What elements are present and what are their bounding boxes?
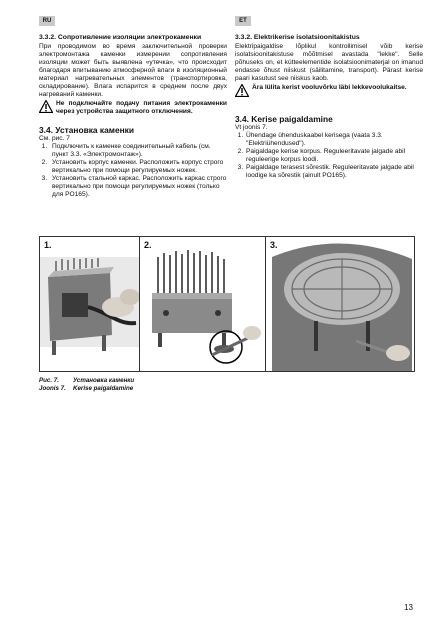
figure-panel-3 bbox=[266, 237, 414, 371]
figure-panel-2 bbox=[140, 237, 266, 371]
language-tag-et: ET bbox=[235, 16, 251, 26]
caption-et-label: Joonis 7. bbox=[39, 384, 66, 392]
et-see-figure: Vt joonis 7. bbox=[235, 123, 268, 131]
figure-7 bbox=[39, 236, 415, 372]
warning-icon bbox=[235, 84, 249, 97]
ru-see-figure: См. рис. 7 bbox=[39, 135, 70, 143]
caption-ru-text: Установка каменки bbox=[73, 377, 135, 384]
ru-heading-installation: 3.4. Установка каменки bbox=[39, 124, 134, 135]
language-tag-ru: RU bbox=[39, 16, 55, 26]
panel-number: 1. bbox=[44, 240, 52, 250]
ru-heading-insulation: 3.3.2. Сопротивление изоляции электрокаменки bbox=[39, 34, 202, 41]
list-item: 2. Установить корпус каменки. Расположить корпус строго вертикально при помощи регулируемых ножек. bbox=[49, 159, 227, 175]
heater-cable-photo bbox=[40, 237, 140, 371]
list-item: 3. Paigaldage terasest sõrestik. Reguleeritavate jalgade abil loodige ka sõrestik (ainult PO165). bbox=[245, 164, 423, 180]
ru-warning-text: Не подключайте подачу питания электрокаменки через устройства защитного отключения. bbox=[56, 99, 227, 115]
figure-caption bbox=[39, 377, 134, 392]
panel-number: 2. bbox=[144, 240, 152, 250]
steel-frame-photo bbox=[266, 237, 414, 371]
heater-body-photo bbox=[140, 237, 266, 371]
et-warning-text: Ära lülita kerist vooluvõrku läbi lekkevoolukaitse. bbox=[252, 83, 407, 91]
et-heading-insulation: 3.3.2. Elektrikerise isolatsioonitakistus bbox=[235, 34, 360, 41]
ru-steps-list bbox=[39, 143, 227, 199]
caption-et-text: Kerise paigaldamine bbox=[73, 384, 134, 392]
et-warning bbox=[235, 84, 423, 97]
list-item: 1. Подключить к каменке соединительный кабель (см. пункт 3.3. «Электромонтаж»). bbox=[49, 143, 227, 159]
list-item: 3. Установить стальной каркас. Расположить каркас строго вертикально при помощи регулируемых ножек (только для PO165). bbox=[49, 175, 227, 199]
et-paragraph-insulation: Elektripaigaldise lõplikul kontrollimisel võib kerise isolatsioonitakistuse mõõtmisel avastada "lekke". Selle põhuseks on, et kütteelementide isolatsioonimaterjal on imanud endasse õhust niiskust (säilitamine, transport). Pärast kerise paari kasutust see niiskus kaob. bbox=[235, 42, 423, 82]
list-item: 2. Paigaldage kerise korpus. Reguleeritavate jalgade abil reguleerige korpus loodi. bbox=[245, 148, 423, 164]
et-steps-list bbox=[235, 132, 423, 180]
ru-warning bbox=[39, 100, 227, 116]
figure-panel-1 bbox=[40, 237, 140, 371]
page-number: 13 bbox=[404, 603, 413, 612]
caption-et bbox=[39, 385, 134, 393]
warning-icon bbox=[39, 100, 53, 113]
caption-ru-label: Рис. 7. bbox=[39, 377, 59, 384]
et-column bbox=[235, 34, 423, 180]
ru-paragraph-insulation: При проводимом во время заключительной проверки электромонтажа каменки измерении сопротивления изоляции может быть выявлена «утечка», что происходит благодаря впитыванию атмосферной влаги в изоляционный материал нагревательных элементов (транспортировка, складирование). Влага испарится в среднем после двух нагреваний каменки. bbox=[39, 42, 227, 98]
list-item: 1. Ühendage ühenduskaabel kerisega (vaata 3.3. "Elektriühendused"). bbox=[245, 132, 423, 148]
panel-number: 3. bbox=[270, 240, 278, 250]
caption-ru bbox=[39, 377, 134, 385]
ru-column bbox=[39, 34, 227, 199]
et-heading-installation: 3.4. Kerise paigaldamine bbox=[235, 113, 333, 124]
